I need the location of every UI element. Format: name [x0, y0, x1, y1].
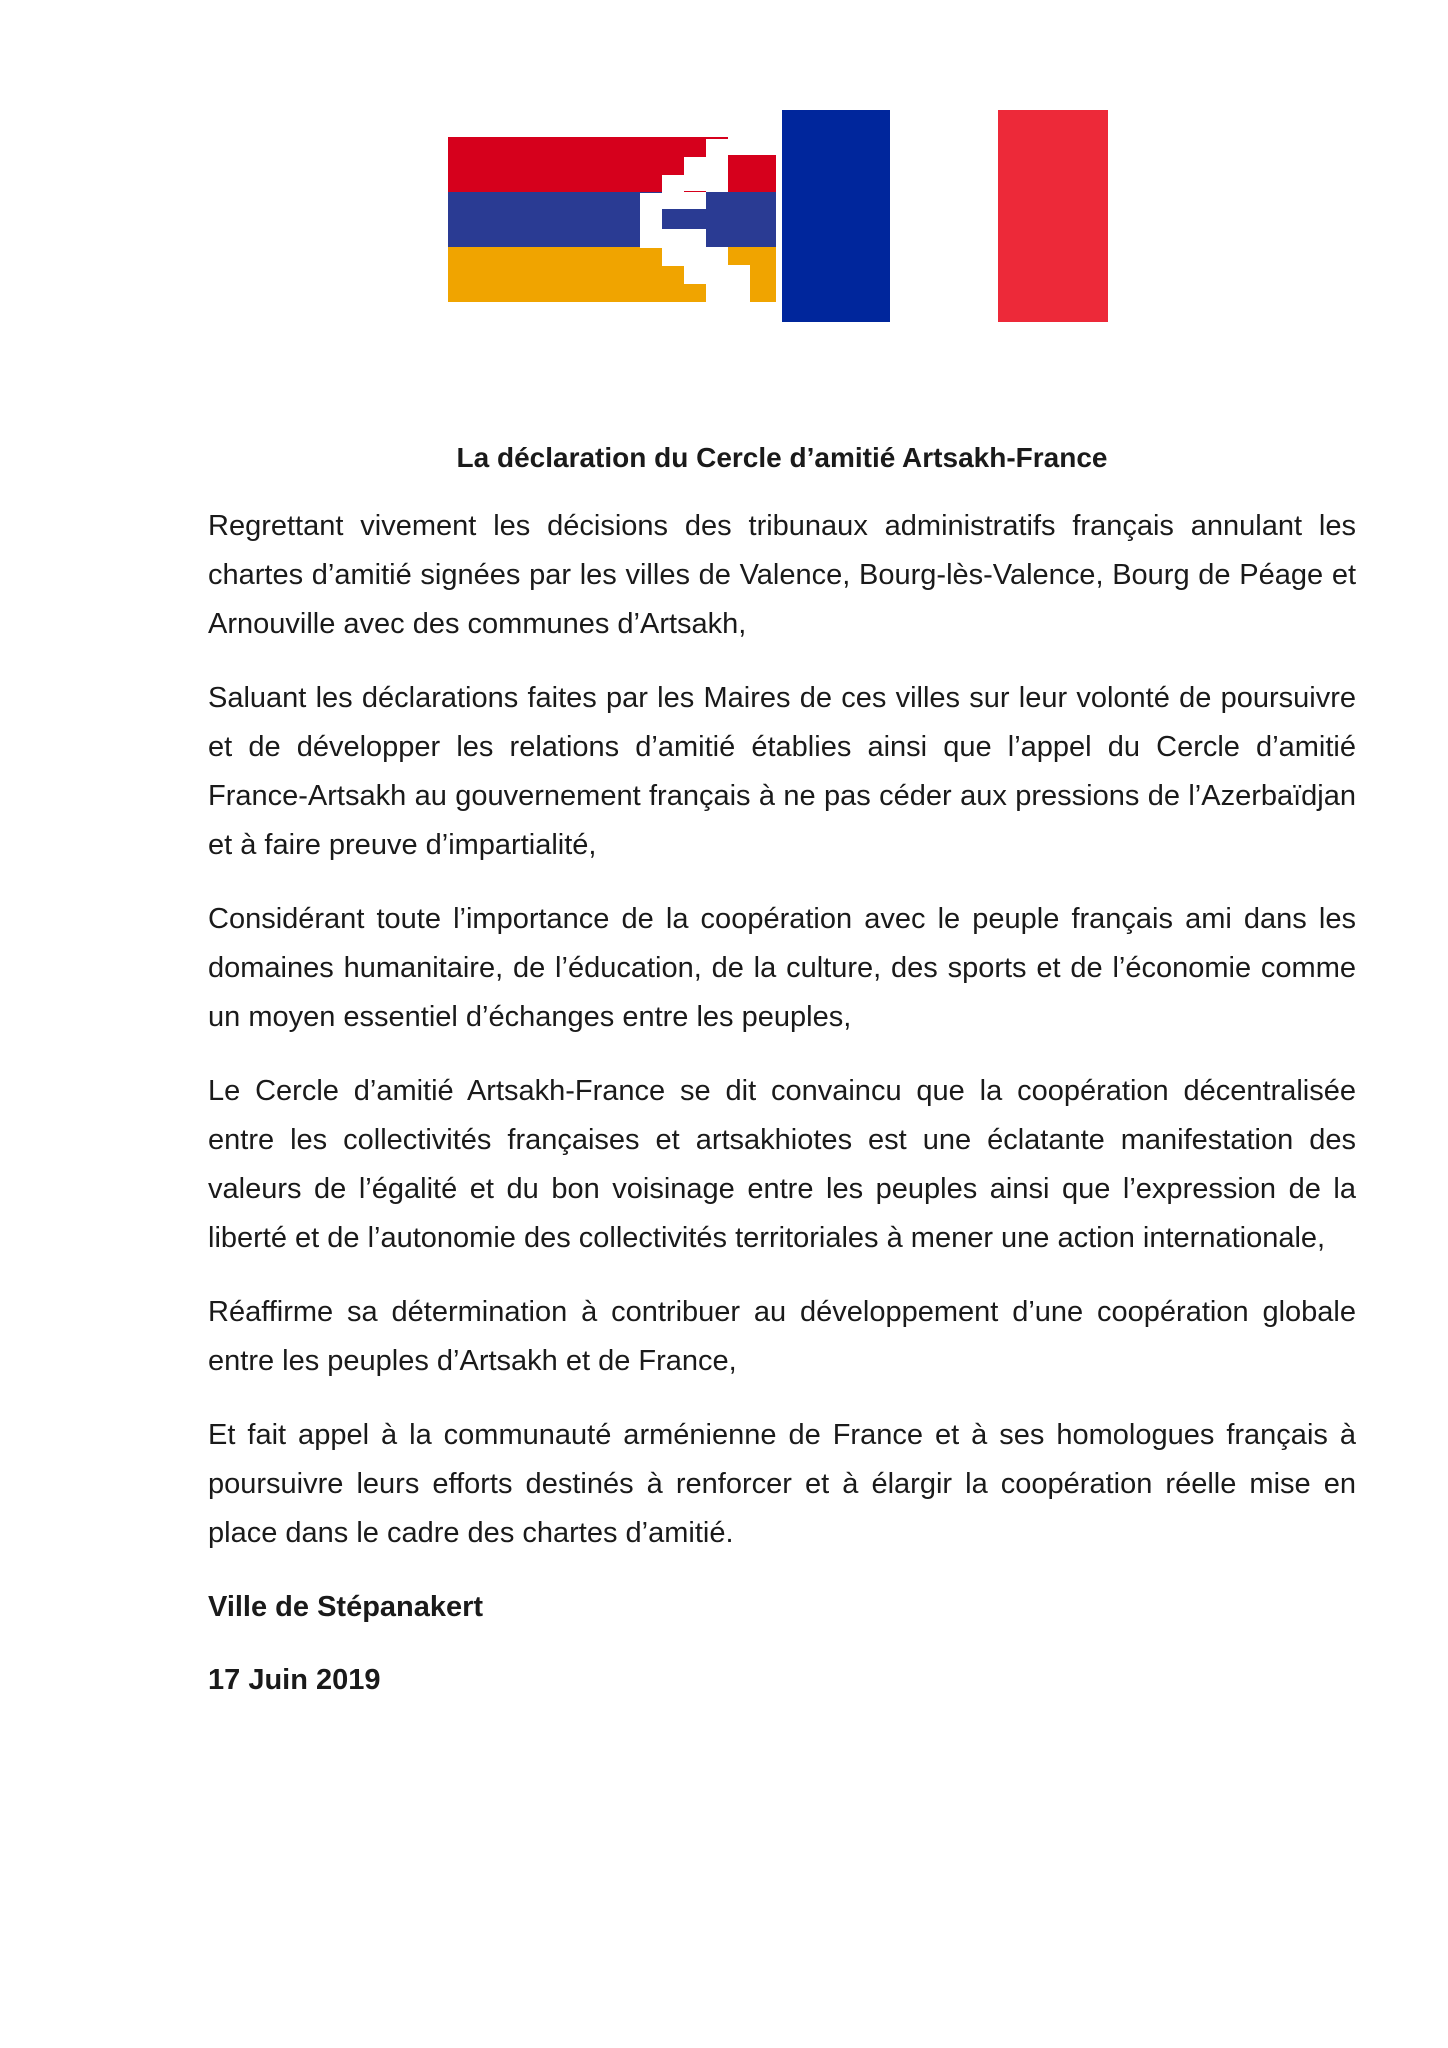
paragraph-2: Saluant les déclarations faites par les Maires de ces villes sur leur volonté de poursuivre et de développer les relations d’amitié établies ainsi que l’appel du Cercle d’amitié France-Artsakh au gouvernement français à ne pas céder aux pressions de l’Azerbaïdjan et à faire preuve d’impartialité, [208, 682, 1356, 861]
flags-image [0, 0, 1448, 360]
document-date: 17 Juin 2019 [208, 1664, 381, 1696]
document-title: La déclaration du Cercle d’amitié Artsakh-France [456, 442, 1108, 473]
france-flag [782, 110, 1108, 322]
declaration-document [208, 438, 1356, 1705]
paragraph-3: Considérant toute l’importance de la coopération avec le peuple français ami dans les domaines humanitaire, de l’éducation, de la culture, des sports et de l’économie comme un moyen essentiel d’échanges entre les peuples, [208, 903, 1356, 1033]
paragraph-4: Le Cercle d’amitié Artsakh-France se dit convaincu que la coopération décentralisée entre les collectivités françaises et artsakhiotes est une éclatante manifestation des valeurs de l’égalité et du bon voisinage entre les peuples ainsi que l’expression de la liberté et de l’autonomie des collectivités territoriales à mener une action internationale, [208, 1075, 1356, 1254]
paragraph-1: Regrettant vivement les décisions des tribunaux administratifs français annulant les chartes d’amitié signées par les villes de Valence, Bourg-lès-Valence, Bourg de Péage et Arnouville avec des communes d’Artsakh, [208, 510, 1356, 640]
paragraph-5: Réaffirme sa détermination à contribuer au développement d’une coopération globale entre les peuples d’Artsakh et de France, [208, 1296, 1356, 1377]
artsakh-flag [448, 137, 776, 302]
signature: Ville de Stépanakert [208, 1591, 484, 1623]
paragraph-6: Et fait appel à la communauté arménienne de France et à ses homologues français à poursuivre leurs efforts destinés à renforcer et à élargir la coopération réelle mise en place dans le cadre des chartes d’amitié. [208, 1419, 1356, 1549]
flags-header [0, 0, 1448, 360]
